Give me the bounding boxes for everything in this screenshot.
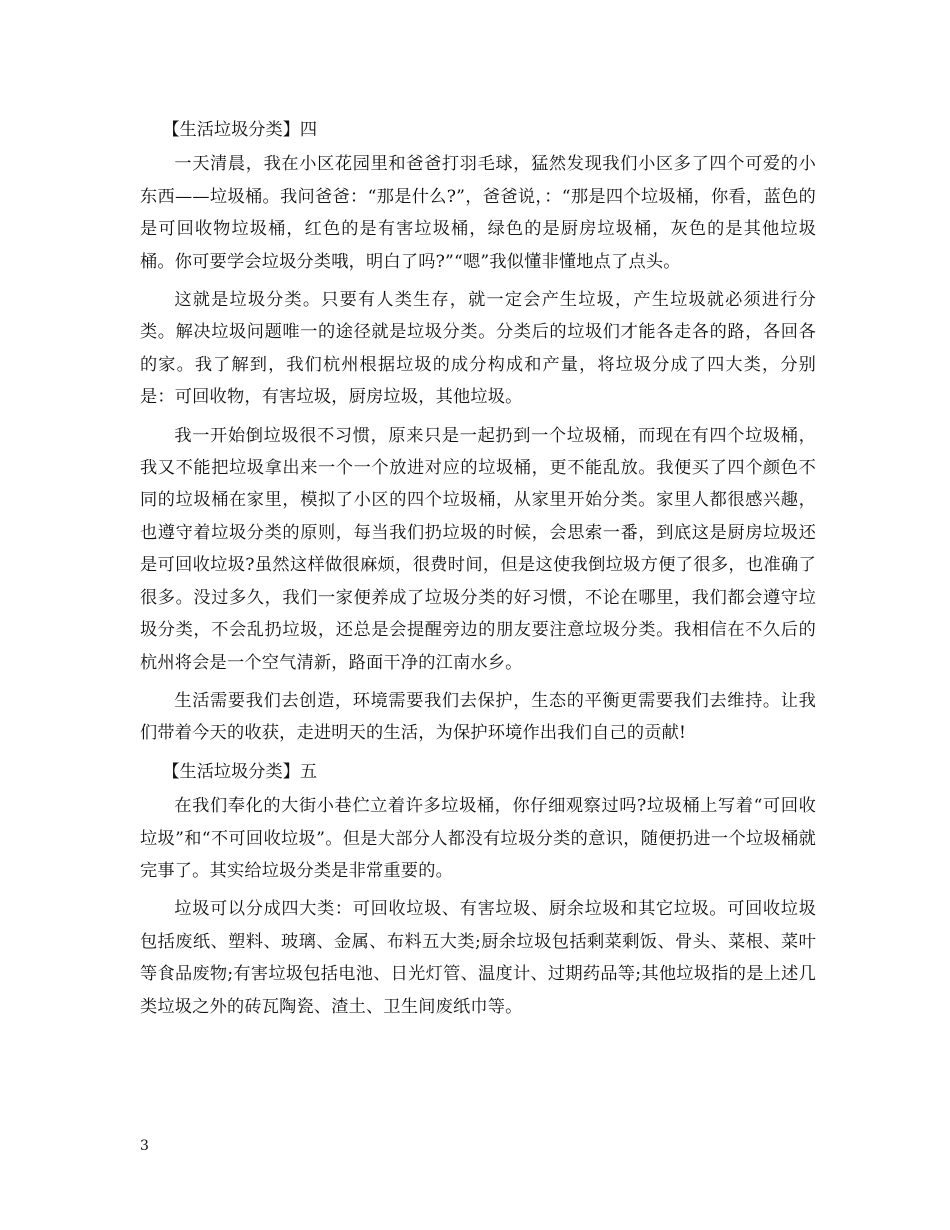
page-number: 3	[140, 1138, 149, 1154]
section-heading-4: 【生活垃圾分类】四	[162, 120, 318, 140]
paragraph: 这就是垃圾分类。只要有人类生存，就一定会产生垃圾，产生垃圾就必须进行分类。解决垃圾问题唯一的途径就是垃圾分类。分类后的垃圾们才能各走各的路，各回各的家。我了解到，我们杭州根据垃圾的成分构成和产量，将垃圾分成了四大类，分别是：可回收物，有害垃圾，厨房垃圾，其他垃圾。	[140, 290, 816, 408]
paragraph: 一天清晨，我在小区花园里和爸爸打羽毛球，猛然发现我们小区多了四个可爱的小东西——垃圾桶。我问爸爸：“那是什么?”，爸爸说，：“那是四个垃圾桶，你看，蓝色的是可回收物垃圾桶，红色的是有害垃圾桶，绿色的是厨房垃圾桶，灰色的是其他垃圾桶。你可要学会垃圾分类哦，明白了吗?”“嗯”我似懂非懂地点了点头。	[140, 154, 816, 272]
paragraph: 在我们奉化的大街小巷伫立着许多垃圾桶，你仔细观察过吗?垃圾桶上写着“可回收垃圾”和“不可回收垃圾”。但是大部分人都没有垃圾分类的意识，随便扔进一个垃圾桶就完事了。其实给垃圾分类是非常重要的。	[140, 796, 816, 881]
paragraph: 垃圾可以分成四大类：可回收垃圾、有害垃圾、厨余垃圾和其它垃圾。可回收垃圾包括废纸、塑料、玻璃、金属、布料五大类;厨余垃圾包括剩菜剩饭、骨头、菜根、菜叶等食品废物;有害垃圾包括电池、日光灯管、温度计、过期药品等;其他垃圾指的是上述几类垃圾之外的砖瓦陶瓷、渣土、卫生间废纸巾等。	[140, 899, 816, 1017]
paragraph: 我一开始倒垃圾很不习惯，原来只是一起扔到一个垃圾桶，而现在有四个垃圾桶，我又不能把垃圾拿出来一个一个放进对应的垃圾桶，更不能乱放。我便买了四个颜色不同的垃圾桶在家里，模拟了小区的四个垃圾桶，从家里开始分类。家里人都很感兴趣，也遵守着垃圾分类的原则，每当我们扔垃圾的时候，会思索一番，到底这是厨房垃圾还是可回收垃圾?虽然这样做很麻烦，很费时间，但是这使我倒垃圾方便了很多，也准确了很多。没过多久，我们一家便养成了垃圾分类的好习惯，不论在哪里，我们都会遵守垃圾分类，不会乱扔垃圾，还总是会提醒旁边的朋友要注意垃圾分类。我相信在不久后的杭州将会是一个空气清新，路面干净的江南水乡。	[140, 425, 816, 673]
document-body	[140, 114, 816, 1029]
paragraph: 生活需要我们去创造，环境需要我们去保护，生态的平衡更需要我们去维持。让我们带着今天的收获，走进明天的生活，为保护环境作出我们自己的贡献!	[140, 690, 816, 744]
section-heading-5: 【生活垃圾分类】五	[162, 761, 318, 782]
